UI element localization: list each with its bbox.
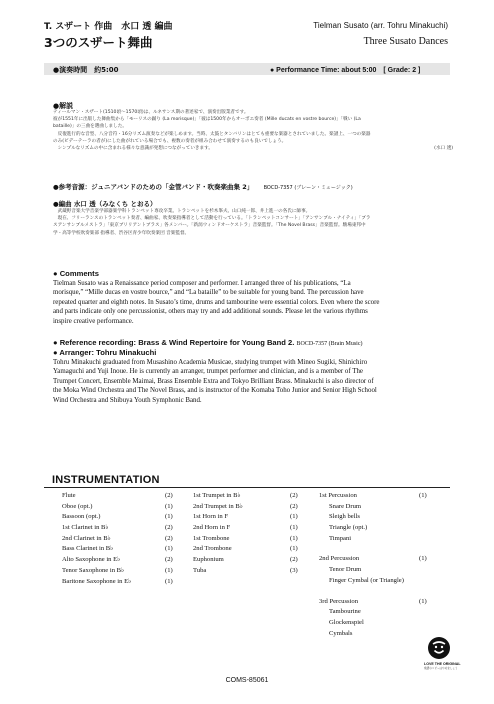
instrument-row: Alto Saxophone in E♭ (2) <box>62 556 173 564</box>
instrument-row: 1st Horn in F (1) <box>193 513 298 521</box>
instrument-row: 1st Trumpet in B♭ (2) <box>193 492 298 499</box>
instrument-row: 2nd Trumpet in B♭ (2) <box>193 502 298 510</box>
percussion-item: Tenor Drum <box>329 566 362 574</box>
percussion-part: 3rd Percussion (1) <box>319 597 427 605</box>
comments-en-body <box>53 279 463 326</box>
arranger-jp-line: 現在、フリーランスのトランペット奏者、編曲家、吹奏楽指導者として活動を行っている。「トランペットコンサート」「アンサンブル・ナイティ」「ブラ <box>53 216 371 222</box>
performance-time-jp: ●演奏時間 約5:00 <box>53 66 119 74</box>
logo-text: LOVE THE ORIGINAL <box>424 662 461 666</box>
title-jp: 3つのスザート舞曲 <box>44 35 153 50</box>
reference-en-catalog: BOCD-7357 (Brain Music) <box>296 341 363 347</box>
catalog-code: COMS-85061 <box>225 677 269 684</box>
percussion-part: 1st Percussion (1) <box>319 492 427 499</box>
instrument-row: Tuba (3) <box>193 566 298 574</box>
percussion-item: Finger Cymbal (or Triangle) <box>329 576 404 584</box>
commentary-jp-body <box>53 109 453 152</box>
percussion-item: Timpani <box>329 534 352 542</box>
arranger-en-heading: ● Arranger: Tohru Minakuchi <box>53 348 157 357</box>
percussion-item: Sleigh bells <box>329 513 360 521</box>
percussion-item: Tambourine <box>329 608 361 616</box>
arranger-en-line: Tohru Minakuchi graduated from Musashino Academia Musicae, studying trumpet with Mineo Sugiki, Shinichiro <box>53 359 368 366</box>
commentary-jp-line: シンプルなリズムの中に含まれる様々な意識が発想につながっていきます。 (水口 透) <box>53 146 453 152</box>
arranger-jp-line: 武蔵野音楽大学音楽学部器楽学科トランペット専攻卒業。トランペットを杉木峯夫、山口純一郎、井上進一の各氏に師事。 <box>53 209 311 214</box>
comments-en-line: morisque,” “Mille ducas en vostre bource,” and “La bataille” to be suitable for young band. The percussion have <box>53 289 364 297</box>
reference-jp-heading: ●参考音源：ジュニアバンドのための「金管バンド・吹奏楽曲集 2」 <box>53 183 254 191</box>
percussion-item: Triangle (opt.) <box>329 524 368 532</box>
arranger-en-line: the Moka Wind Orchestra and The Novel Brass, and is instructor of the Komaba Toho Junior and Senior High School <box>53 387 377 395</box>
instrument-row: 2nd Clarinet in B♭ (2) <box>62 534 173 542</box>
percussion-item: Cymbals <box>329 629 353 637</box>
instrumentation-title: INSTRUMENTATION <box>52 474 160 486</box>
reference-en-heading: ● Reference recording: Brass & Wind Repertoire for Young Band 2. <box>53 338 295 347</box>
logo-subtext: 楽譜のコピーはやめましょう <box>424 667 458 670</box>
commentary-jp-signature: (水口 透) <box>434 146 453 152</box>
instrument-row: 1st Clarinet in B♭ (2) <box>62 524 173 532</box>
instrument-list-brass <box>193 491 313 577</box>
percussion-item: Snare Drum <box>329 502 362 510</box>
smiley-note-icon <box>427 636 451 660</box>
instrument-list-percussion <box>319 491 449 639</box>
commentary-jp-heading: ●解説 <box>53 102 74 110</box>
instrument-row: 2nd Trombone (1) <box>193 545 298 553</box>
arranger-jp-body <box>53 208 453 237</box>
credit-jp: T. スザート 作曲 水口 透 編曲 <box>44 22 173 32</box>
instrumentation-rule <box>44 487 450 488</box>
arranger-en-line: Wind Orchestra and Shibuya Youth Symphonic Band. <box>53 396 202 404</box>
instrument-row: 2nd Horn in F (1) <box>193 524 298 532</box>
love-the-original-logo <box>424 636 461 670</box>
arranger-en-line: Yamaguchi and Yuji Inoue. He is currently an arranger, trumpet performer and clinician, and is a member of The <box>53 368 363 376</box>
title-en: Three Susato Dances <box>363 36 448 47</box>
arranger-jp-heading: ●編曲 水口 透（みなくち とおる） <box>53 200 157 208</box>
commentary-jp-line: 反復進行的な音型、八分音符・16分リズム演奏などが楽しめます。当時、太鼓とタンバリンはとても重要な楽器とされていました。楽譜上、一つの楽器 <box>53 131 371 137</box>
instrument-row: Baritone Saxophone in E♭ (1) <box>62 577 173 585</box>
comments-en-heading: ● Comments <box>53 269 99 278</box>
comments-en-line: inspire creative performance. <box>53 317 134 325</box>
comments-en-line: Tielman Susato was a Renaissance period composer and performer. I arranged three of his publications, “La <box>53 280 351 287</box>
reference-en <box>53 338 363 347</box>
comments-en-line: repeated quarter and eighth notes. In Susato’s time, drums and tambourine were essential colors. Even where the score <box>53 298 380 306</box>
reference-jp-catalog: BOCD-7357 (ブレーン・ミュージック) <box>263 185 353 191</box>
instrument-list-woodwinds <box>62 491 182 587</box>
comments-en-line: and parts indicate only one percussionist, others may try and add additional sounds. Please let the various rhythms <box>53 308 368 316</box>
instrument-row: Bass Clarinet in B♭ (1) <box>62 545 173 553</box>
commentary-jp-line: bataille)」の三曲を選曲しました。 <box>53 124 127 130</box>
instrument-row: Euphonium (2) <box>193 556 298 564</box>
instrument-row: Oboe (opt.) (1) <box>62 502 173 510</box>
commentary-jp-line: ティールマン・スザート(1510頃～1570頃)は、ルネサンス期の著述家で、演奏出版業者です。 <box>53 110 249 115</box>
reference-jp <box>53 182 353 191</box>
commentary-jp-line: のみ(ビデーテーラの者が)にした曲がれている場合でも、複数の奏者が組み合わせて演奏するのも良いでしょう。 <box>53 138 287 144</box>
performance-time-en: ● Performance Time: about 5:00 [ Grade: 2 ] <box>270 67 421 74</box>
arranger-en-body <box>53 358 463 405</box>
instrument-row: 1st Trombone (1) <box>193 534 298 542</box>
commentary-jp-line: 彼が1551年に出版した舞曲集から「モーリスの踊り (La morisque)」「彼は1500年からオーボエ奏者 (Mille ducats en vostre bource)」「戦い (La <box>53 117 361 123</box>
percussion-item: Glockenspiel <box>329 618 364 626</box>
instrument-row: Flute (2) <box>62 492 173 499</box>
arranger-jp-line: 学・高等学校吹奏楽部 指導者、渋谷区青少年吹奏楽団 音楽監督。 <box>53 230 190 236</box>
arranger-jp-line: スアンサンブルメストラ」「東京ブリリアントブラス」各メンバー。「新潟ウィンドオーケストラ」音楽監督。「The Novel Brass」音楽監督。駒場東邦中 <box>53 223 366 229</box>
arranger-en-line: Trumpet Concert, Ensemble Maimai, Brass Ensemble Extra and Tokyo Brilliant Brass. Minakuchi is also director of <box>53 377 374 385</box>
instrument-row: Tenor Saxophone in B♭ (1) <box>62 566 173 574</box>
instrument-row: Bassoon (opt.) (1) <box>62 513 173 521</box>
credit-en: Tielman Susato (arr. Tohru Minakuchi) <box>313 21 448 30</box>
percussion-part: 2nd Percussion (1) <box>319 555 427 563</box>
